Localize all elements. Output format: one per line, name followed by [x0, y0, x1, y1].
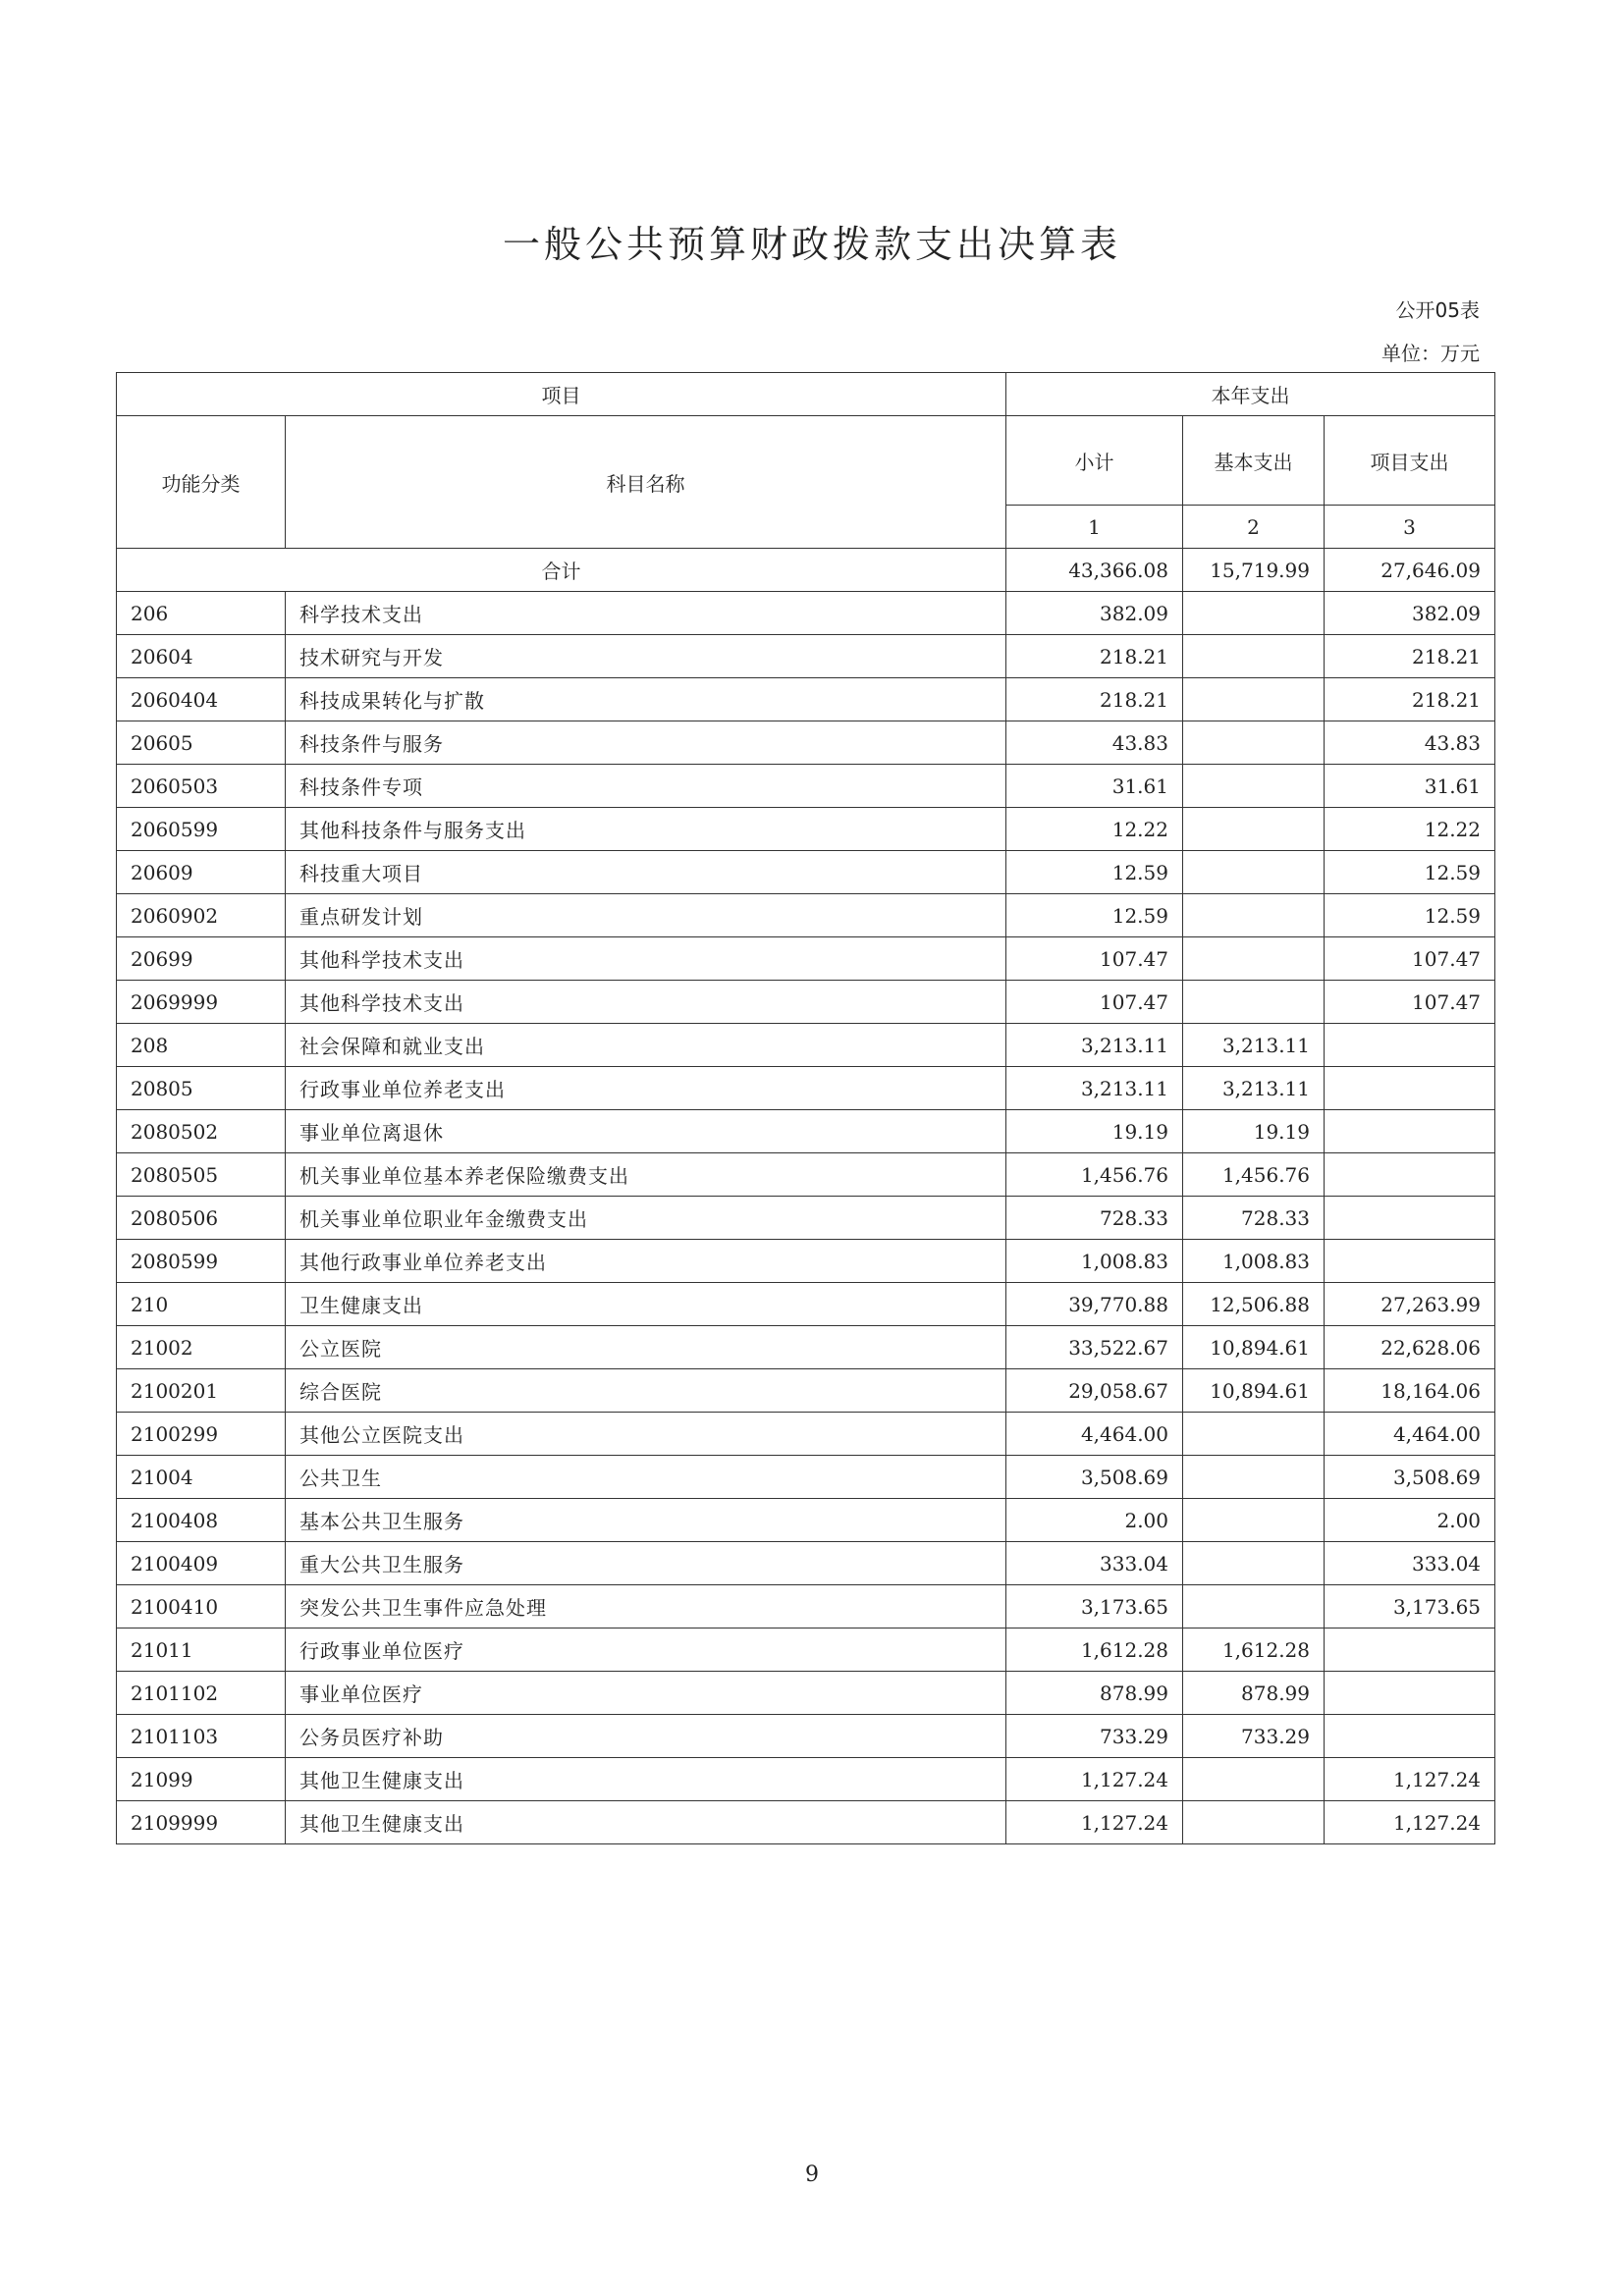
table-row — [117, 1024, 1495, 1067]
row-basic: 733.29 — [1183, 1715, 1325, 1758]
row-project: 218.21 — [1325, 635, 1495, 678]
row-subtotal: 3,173.65 — [1006, 1585, 1183, 1629]
table-row — [117, 721, 1495, 765]
row-name: 技术研究与开发 — [286, 635, 1006, 678]
row-project: 4,464.00 — [1325, 1413, 1495, 1456]
row-name: 公务员医疗补助 — [286, 1715, 1006, 1758]
total-project: 27,646.09 — [1325, 549, 1495, 592]
table-row — [117, 765, 1495, 808]
row-subtotal: 382.09 — [1006, 592, 1183, 635]
row-subtotal: 3,213.11 — [1006, 1067, 1183, 1110]
row-code: 20699 — [117, 937, 286, 981]
row-basic — [1183, 894, 1325, 937]
row-code: 2080502 — [117, 1110, 286, 1153]
table-row — [117, 1585, 1495, 1629]
row-basic: 10,894.61 — [1183, 1326, 1325, 1369]
table-row — [117, 808, 1495, 851]
row-code: 2100410 — [117, 1585, 286, 1629]
row-name: 其他卫生健康支出 — [286, 1758, 1006, 1801]
row-name: 其他科技条件与服务支出 — [286, 808, 1006, 851]
total-label: 合计 — [117, 549, 1006, 592]
row-basic: 12,506.88 — [1183, 1283, 1325, 1326]
row-subtotal: 878.99 — [1006, 1672, 1183, 1715]
row-subtotal: 3,508.69 — [1006, 1456, 1183, 1499]
row-subtotal: 733.29 — [1006, 1715, 1183, 1758]
total-row — [117, 549, 1495, 592]
row-code: 2109999 — [117, 1801, 286, 1844]
table-row — [117, 1672, 1495, 1715]
row-name: 社会保障和就业支出 — [286, 1024, 1006, 1067]
row-name: 机关事业单位基本养老保险缴费支出 — [286, 1153, 1006, 1197]
row-subtotal: 1,612.28 — [1006, 1629, 1183, 1672]
header-current-year: 本年支出 — [1006, 373, 1495, 416]
row-name: 行政事业单位养老支出 — [286, 1067, 1006, 1110]
table-row — [117, 981, 1495, 1024]
row-name: 其他行政事业单位养老支出 — [286, 1240, 1006, 1283]
table-row — [117, 1456, 1495, 1499]
row-basic — [1183, 592, 1325, 635]
row-subtotal: 12.59 — [1006, 851, 1183, 894]
header-col-1: 1 — [1006, 506, 1183, 549]
row-subtotal: 33,522.67 — [1006, 1326, 1183, 1369]
row-basic: 728.33 — [1183, 1197, 1325, 1240]
table-row — [117, 1326, 1495, 1369]
table-row — [117, 894, 1495, 937]
row-name: 其他公立医院支出 — [286, 1413, 1006, 1456]
row-code: 2060599 — [117, 808, 286, 851]
row-basic: 3,213.11 — [1183, 1024, 1325, 1067]
form-number: 公开05表 — [1395, 298, 1480, 322]
row-name: 科学技术支出 — [286, 592, 1006, 635]
row-subtotal: 107.47 — [1006, 981, 1183, 1024]
row-name: 公共卫生 — [286, 1456, 1006, 1499]
row-name: 科技条件与服务 — [286, 721, 1006, 765]
table-row — [117, 1110, 1495, 1153]
table-row — [117, 851, 1495, 894]
row-basic — [1183, 937, 1325, 981]
header-subject-name: 科目名称 — [286, 416, 1006, 549]
row-subtotal: 218.21 — [1006, 678, 1183, 721]
row-project: 333.04 — [1325, 1542, 1495, 1585]
row-project: 1,127.24 — [1325, 1801, 1495, 1844]
row-name: 科技条件专项 — [286, 765, 1006, 808]
row-project — [1325, 1024, 1495, 1067]
header-row-1 — [117, 373, 1495, 416]
row-subtotal: 12.22 — [1006, 808, 1183, 851]
row-subtotal: 39,770.88 — [1006, 1283, 1183, 1326]
row-basic: 878.99 — [1183, 1672, 1325, 1715]
row-code: 21011 — [117, 1629, 286, 1672]
row-name: 事业单位离退休 — [286, 1110, 1006, 1153]
row-basic — [1183, 721, 1325, 765]
row-code: 21099 — [117, 1758, 286, 1801]
row-project — [1325, 1153, 1495, 1197]
row-code: 20609 — [117, 851, 286, 894]
row-code: 2101102 — [117, 1672, 286, 1715]
header-col-3: 3 — [1325, 506, 1495, 549]
row-code: 2080505 — [117, 1153, 286, 1197]
row-basic: 3,213.11 — [1183, 1067, 1325, 1110]
row-code: 208 — [117, 1024, 286, 1067]
row-project: 27,263.99 — [1325, 1283, 1495, 1326]
table-row — [117, 678, 1495, 721]
row-subtotal: 4,464.00 — [1006, 1413, 1183, 1456]
header-basic: 基本支出 — [1183, 416, 1325, 506]
row-basic — [1183, 808, 1325, 851]
row-subtotal: 1,127.24 — [1006, 1758, 1183, 1801]
row-subtotal: 19.19 — [1006, 1110, 1183, 1153]
expenditure-table — [116, 372, 1495, 1844]
row-code: 21002 — [117, 1326, 286, 1369]
row-subtotal: 29,058.67 — [1006, 1369, 1183, 1413]
row-name: 机关事业单位职业年金缴费支出 — [286, 1197, 1006, 1240]
row-project — [1325, 1067, 1495, 1110]
row-subtotal: 218.21 — [1006, 635, 1183, 678]
row-subtotal: 3,213.11 — [1006, 1024, 1183, 1067]
row-project: 12.59 — [1325, 894, 1495, 937]
row-project: 1,127.24 — [1325, 1758, 1495, 1801]
row-basic: 10,894.61 — [1183, 1369, 1325, 1413]
table-row — [117, 1413, 1495, 1456]
row-project — [1325, 1629, 1495, 1672]
row-basic — [1183, 1801, 1325, 1844]
row-code: 2100408 — [117, 1499, 286, 1542]
row-subtotal: 107.47 — [1006, 937, 1183, 981]
header-func-class: 功能分类 — [117, 416, 286, 549]
row-subtotal: 1,456.76 — [1006, 1153, 1183, 1197]
table-row — [117, 937, 1495, 981]
header-item: 项目 — [117, 373, 1006, 416]
row-basic: 1,612.28 — [1183, 1629, 1325, 1672]
row-code: 20604 — [117, 635, 286, 678]
row-code: 2100409 — [117, 1542, 286, 1585]
row-name: 其他卫生健康支出 — [286, 1801, 1006, 1844]
row-code: 2100201 — [117, 1369, 286, 1413]
table-row — [117, 1499, 1495, 1542]
row-project: 31.61 — [1325, 765, 1495, 808]
row-project: 3,508.69 — [1325, 1456, 1495, 1499]
row-project: 43.83 — [1325, 721, 1495, 765]
table-row — [117, 1715, 1495, 1758]
row-project: 12.59 — [1325, 851, 1495, 894]
row-project — [1325, 1715, 1495, 1758]
table-row — [117, 1542, 1495, 1585]
total-subtotal: 43,366.08 — [1006, 549, 1183, 592]
row-basic: 19.19 — [1183, 1110, 1325, 1153]
row-subtotal: 333.04 — [1006, 1542, 1183, 1585]
table-row — [117, 635, 1495, 678]
header-col-2: 2 — [1183, 506, 1325, 549]
row-project — [1325, 1197, 1495, 1240]
row-code: 2080506 — [117, 1197, 286, 1240]
row-project: 2.00 — [1325, 1499, 1495, 1542]
row-name: 突发公共卫生事件应急处理 — [286, 1585, 1006, 1629]
row-code: 2060404 — [117, 678, 286, 721]
header-subtotal: 小计 — [1006, 416, 1183, 506]
row-name: 基本公共卫生服务 — [286, 1499, 1006, 1542]
table-row — [117, 592, 1495, 635]
row-subtotal: 1,008.83 — [1006, 1240, 1183, 1283]
table-row — [117, 1067, 1495, 1110]
row-basic — [1183, 981, 1325, 1024]
row-code: 210 — [117, 1283, 286, 1326]
row-name: 其他科学技术支出 — [286, 937, 1006, 981]
table-row — [117, 1240, 1495, 1283]
row-name: 事业单位医疗 — [286, 1672, 1006, 1715]
table-row — [117, 1629, 1495, 1672]
row-code: 20805 — [117, 1067, 286, 1110]
row-basic: 1,456.76 — [1183, 1153, 1325, 1197]
table-row — [117, 1153, 1495, 1197]
row-project: 382.09 — [1325, 592, 1495, 635]
row-name: 其他科学技术支出 — [286, 981, 1006, 1024]
row-project: 107.47 — [1325, 937, 1495, 981]
row-project: 107.47 — [1325, 981, 1495, 1024]
row-project: 3,173.65 — [1325, 1585, 1495, 1629]
row-basic — [1183, 1456, 1325, 1499]
row-basic: 1,008.83 — [1183, 1240, 1325, 1283]
row-project: 12.22 — [1325, 808, 1495, 851]
row-project — [1325, 1240, 1495, 1283]
page-title: 一般公共预算财政拨款支出决算表 — [502, 223, 1121, 266]
row-basic — [1183, 1758, 1325, 1801]
row-basic — [1183, 851, 1325, 894]
row-basic — [1183, 635, 1325, 678]
row-basic — [1183, 765, 1325, 808]
row-basic — [1183, 1499, 1325, 1542]
row-code: 21004 — [117, 1456, 286, 1499]
table-row — [117, 1801, 1495, 1844]
row-basic — [1183, 1585, 1325, 1629]
row-code: 2060902 — [117, 894, 286, 937]
row-project — [1325, 1672, 1495, 1715]
row-code: 2101103 — [117, 1715, 286, 1758]
row-subtotal: 2.00 — [1006, 1499, 1183, 1542]
page-number: 9 — [805, 2163, 819, 2187]
row-code: 2080599 — [117, 1240, 286, 1283]
row-name: 科技重大项目 — [286, 851, 1006, 894]
row-code: 2100299 — [117, 1413, 286, 1456]
row-subtotal: 12.59 — [1006, 894, 1183, 937]
row-subtotal: 31.61 — [1006, 765, 1183, 808]
row-project — [1325, 1110, 1495, 1153]
row-name: 重点研发计划 — [286, 894, 1006, 937]
row-name: 卫生健康支出 — [286, 1283, 1006, 1326]
row-basic — [1183, 1542, 1325, 1585]
row-code: 206 — [117, 592, 286, 635]
row-name: 科技成果转化与扩散 — [286, 678, 1006, 721]
header-project: 项目支出 — [1325, 416, 1495, 506]
table-row — [117, 1758, 1495, 1801]
table-row — [117, 1197, 1495, 1240]
row-subtotal: 43.83 — [1006, 721, 1183, 765]
row-basic — [1183, 678, 1325, 721]
row-project: 22,628.06 — [1325, 1326, 1495, 1369]
header-row-2 — [117, 416, 1495, 506]
total-basic: 15,719.99 — [1183, 549, 1325, 592]
row-subtotal: 1,127.24 — [1006, 1801, 1183, 1844]
row-name: 公立医院 — [286, 1326, 1006, 1369]
table-row — [117, 1369, 1495, 1413]
row-project: 18,164.06 — [1325, 1369, 1495, 1413]
row-project: 218.21 — [1325, 678, 1495, 721]
row-name: 重大公共卫生服务 — [286, 1542, 1006, 1585]
row-subtotal: 728.33 — [1006, 1197, 1183, 1240]
row-name: 行政事业单位医疗 — [286, 1629, 1006, 1672]
row-name: 综合医院 — [286, 1369, 1006, 1413]
table-row — [117, 1283, 1495, 1326]
row-code: 2060503 — [117, 765, 286, 808]
row-code: 2069999 — [117, 981, 286, 1024]
row-basic — [1183, 1413, 1325, 1456]
row-code: 20605 — [117, 721, 286, 765]
unit-label: 单位：万元 — [1381, 342, 1480, 365]
